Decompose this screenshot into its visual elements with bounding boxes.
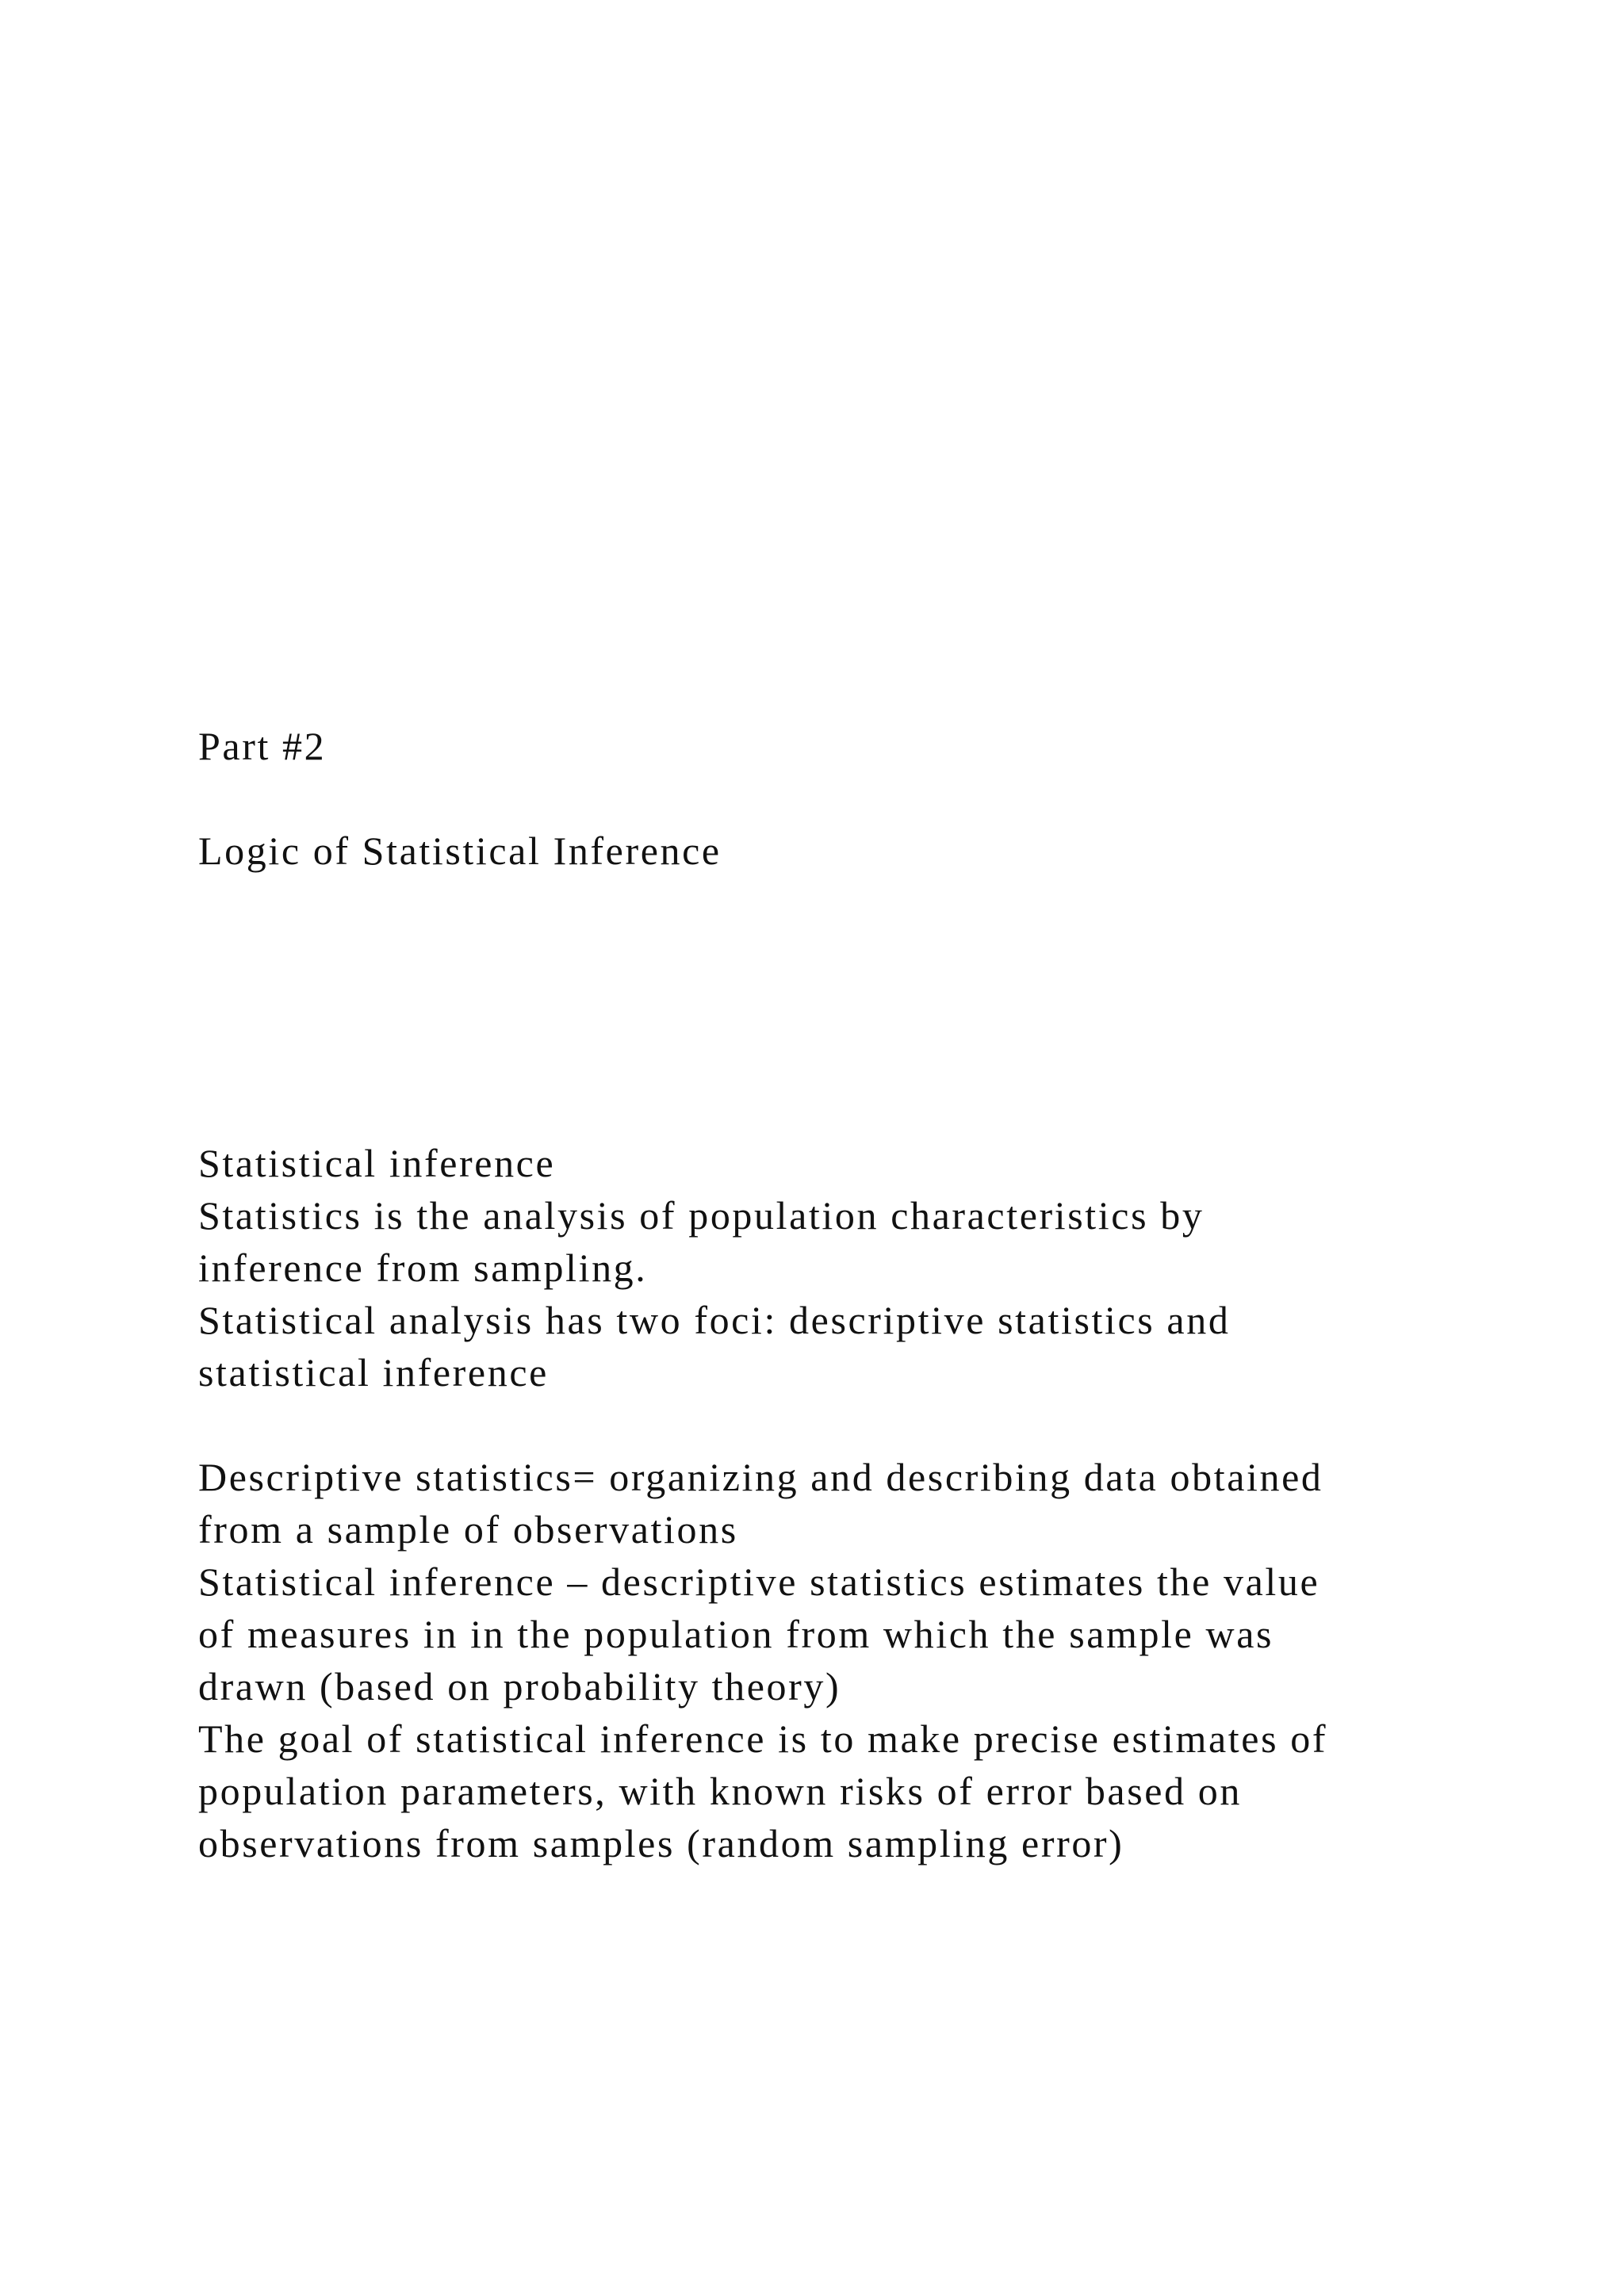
body-line: inference from sampling. — [198, 1246, 648, 1290]
section-title: Statistical inference — [198, 1141, 556, 1185]
body-line: statistical inference — [198, 1350, 549, 1395]
page-title: Logic of Statistical Inference — [198, 828, 722, 873]
body-line: Statistics is the analysis of population characteristics by — [198, 1193, 1205, 1238]
body-line: population parameters, with known risks of error based on — [198, 1769, 1242, 1813]
body-line: The goal of statistical inference is to make precise estimates of — [198, 1716, 1328, 1761]
body-line: Descriptive statistics= organizing and describing data obtained — [198, 1455, 1323, 1499]
body-line: observations from samples (random sampling error) — [198, 1821, 1124, 1866]
body-line: of measures in in the population from which the sample was — [198, 1612, 1274, 1656]
body-line: Statistical inference – descriptive statistics estimates the value — [198, 1559, 1320, 1604]
body-line: drawn (based on probability theory) — [198, 1664, 841, 1709]
body-line: from a sample of observations — [198, 1507, 738, 1552]
body-line: Statistical analysis has two foci: descriptive statistics and — [198, 1298, 1231, 1342]
part-heading: Part #2 — [198, 724, 327, 768]
